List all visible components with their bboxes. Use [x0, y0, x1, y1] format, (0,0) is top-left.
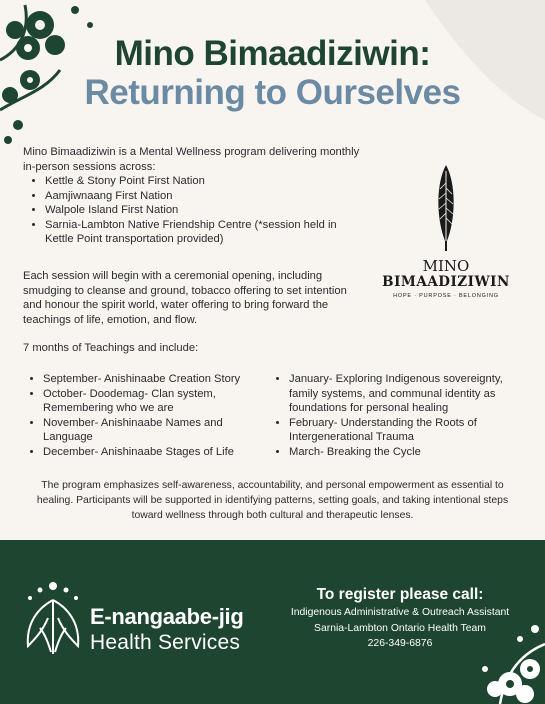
- floral-decoration-icon: [425, 584, 545, 704]
- feather-icon: [426, 163, 466, 253]
- list-item: • March- Breaking the Cycle: [289, 445, 529, 460]
- phone-number[interactable]: 226-349-6876: [367, 638, 433, 649]
- intro-section: [23, 145, 363, 247]
- list-item: • January- Exploring Indigenous sovereignty, family systems, and communal identity as foundations for personal healing: [289, 372, 529, 416]
- org-subtitle: Health Services: [90, 631, 241, 654]
- list-item: • December- Anishinaabe Stages of Life: [43, 445, 263, 460]
- months-intro: 7 months of Teachings and include:: [23, 342, 199, 354]
- title-line-2: Returning to Ourselves: [84, 73, 461, 112]
- location-list: [23, 174, 363, 247]
- list-item: • Walpole Island First Nation: [45, 203, 363, 218]
- footer-banner: [0, 540, 545, 704]
- contact-role: Indigenous Administrative & Outreach Assistant: [290, 607, 510, 618]
- program-emphasis: The program emphasizes self-awareness, accountability, and personal empowerment as essential to healing. Participants will be supported in identifying patterns, setting goals, and taking intentional steps toward wellness through both cultural and therapeutic lenses.: [36, 480, 509, 521]
- logo-tagline: HOPE · PURPOSE · BELONGING: [393, 293, 499, 299]
- logo-name-bottom: BIMAADIZIWIN: [382, 274, 510, 290]
- list-item: • Aamjiwnaang First Nation: [45, 189, 363, 204]
- program-logo: [380, 163, 512, 299]
- title-line-1: Mino Bimaadiziwin:: [114, 34, 431, 73]
- session-description: Each session will begin with a ceremonial opening, including smudging to cleanse and ground, tobacco offering to set intention and honour the spirit world, water offering to bring forward the teachings of life, emotion, and flow.: [23, 270, 347, 326]
- list-item: • February- Understanding the Roots of Intergenerational Trauma: [289, 416, 529, 445]
- register-title: To register please call:: [316, 586, 484, 603]
- list-item: • November- Anishinaabe Names and Language: [43, 416, 263, 445]
- contact-team: Sarnia-Lambton Ontario Health Team: [314, 622, 486, 634]
- teachings-right-column: [269, 372, 529, 459]
- list-item: • October- Doodemag- Clan system, Remembering who we are: [43, 387, 263, 416]
- teachings-left-column: [23, 372, 263, 459]
- list-item: • September- Anishinaabe Creation Story: [43, 372, 263, 387]
- list-item: • Sarnia-Lambton Native Friendship Centre (*session held in Kettle Point transportation provided): [45, 218, 363, 247]
- emblem-icon: [18, 578, 88, 656]
- org-name: E-nangaabe-jig: [90, 604, 244, 629]
- logo-name-top: MINO: [422, 257, 470, 275]
- intro-text: Mino Bimaadiziwin is a Mental Wellness program delivering monthly in-person sessions across:: [23, 146, 360, 173]
- list-item: • Kettle & Stony Point First Nation: [45, 174, 363, 189]
